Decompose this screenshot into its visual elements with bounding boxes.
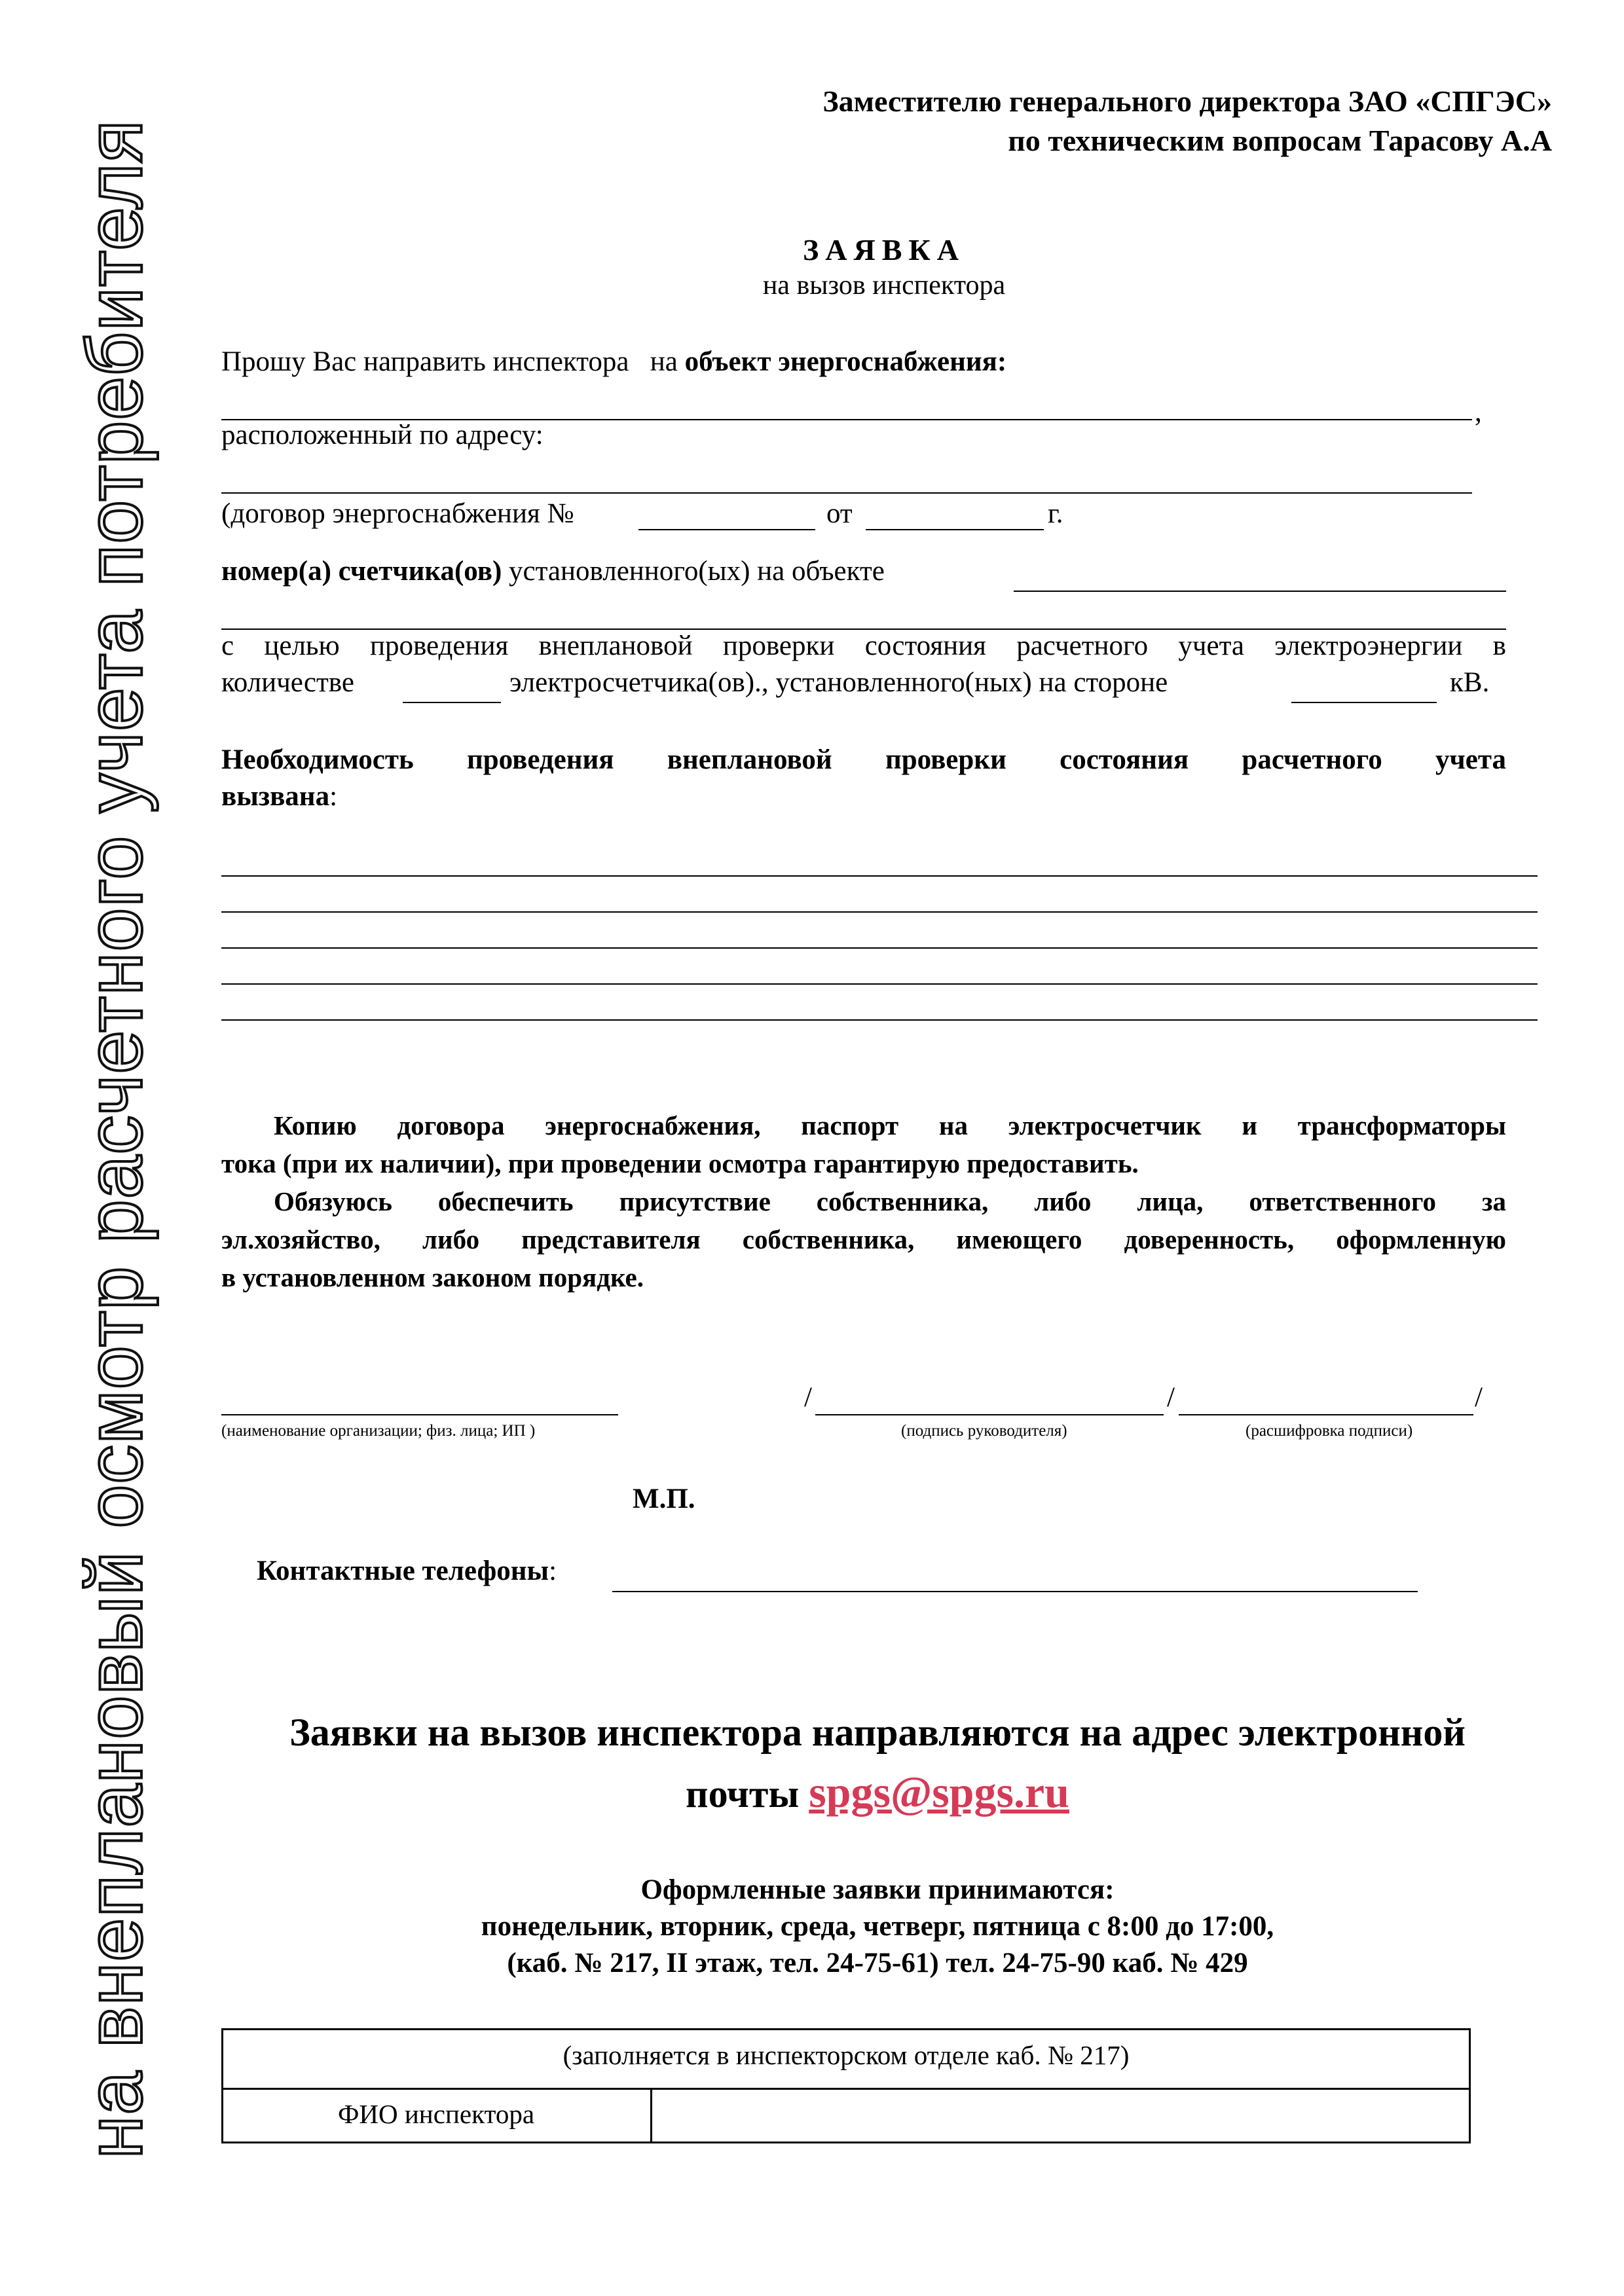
organization-caption: (наименование организации; физ. лица; ИП ) (221, 1422, 536, 1440)
decode-caption: (расшифровка подписи) (1246, 1422, 1413, 1440)
addressee-line1: Заместителю генерального директора ЗАО «СПГЭС» (822, 84, 1552, 118)
side-caption: на внеплановый осмотр расчетного учета потребителя (71, 119, 158, 2159)
contact-phones-field[interactable] (612, 1591, 1418, 1592)
signature-slash-2: / (1167, 1382, 1175, 1413)
request-lead-text: Прошу Вас направить инспектора на (221, 346, 685, 377)
contacts-label (257, 1555, 557, 1587)
organization-name-field[interactable] (221, 1414, 618, 1415)
document-subtitle: на вызов инспектора (762, 270, 1006, 301)
request-lead (221, 346, 1006, 378)
commitment-p1-line2: тока (при их наличии), при проведении осмотра гарантирую предоставить. (221, 1148, 1139, 1178)
inspector-table-header: (заполняется в инспекторском отделе каб. № 217) (563, 2040, 1130, 2070)
purpose-line1: с целью проведения внеплановой проверки состояния расчетного учета электроэнергии в (221, 630, 1506, 661)
addressee-block (822, 82, 1552, 160)
hours-line1: Оформленные заявки принимаются: (640, 1874, 1115, 1905)
address-label: расположенный по адресу: (221, 420, 544, 450)
hours-line3: (каб. № 217, II этаж, тел. 24-75-61) тел. 24-75-90 каб. № 429 (507, 1948, 1248, 1978)
commitment-p2-line2: эл.хозяйство, либо представителя собственника, имеющего доверенность, оформленную (221, 1224, 1506, 1254)
inspector-table-col-divider (650, 2088, 652, 2143)
purpose-meters-label: электросчетчика(ов)., установленного(ных) на стороне (509, 667, 1168, 698)
submission-line1: Заявки на вызов инспектора направляются на адрес электронной (289, 1711, 1466, 1754)
document-title: ЗАЯВКА (803, 233, 965, 266)
signature-slash-3: / (1475, 1382, 1483, 1413)
purpose-kv-label: кВ. (1450, 667, 1490, 698)
meter-label (221, 555, 885, 587)
purpose-qty-label: количестве (221, 667, 354, 698)
inspector-table (221, 2028, 1471, 2143)
reason-line-4[interactable] (221, 983, 1538, 985)
reason-line-1[interactable] (221, 875, 1538, 877)
signature-caption: (подпись руководителя) (901, 1422, 1067, 1440)
hours-line2: понедельник, вторник, среда, четверг, пятница с 8:00 до 17:00, (481, 1911, 1274, 1942)
contacts-label-bold: Контактные телефоны (257, 1556, 549, 1586)
contract-from-label: от (826, 498, 853, 529)
commitment-p1-line1: Копию договора энергоснабжения, паспорт на электросчетчик и трансформаторы (274, 1110, 1506, 1140)
necessity-colon: : (329, 781, 338, 812)
meter-number-field[interactable] (1014, 591, 1506, 592)
voltage-field[interactable] (1291, 702, 1437, 703)
submission-line2 (196, 1766, 1559, 1818)
side-caption-area (39, 0, 190, 2296)
object-name-comma: , (1475, 397, 1482, 428)
submission-line2-prefix: почты (686, 1772, 809, 1815)
contract-year-label: г. (1048, 498, 1063, 529)
inspector-table-row-divider (223, 2088, 1469, 2090)
inspector-name-field[interactable] (669, 2098, 1454, 2138)
reason-line-5[interactable] (221, 1019, 1538, 1021)
inspector-name-label: ФИО инспектора (338, 2099, 535, 2129)
commitment-p2-line1: Обязуюсь обеспечить присутствие собственника, либо лица, ответственного за (274, 1186, 1506, 1216)
request-lead-bold: объект энергоснабжения: (684, 346, 1007, 377)
meter-label-bold: номер(а) счетчика(ов) (221, 556, 502, 587)
reason-line-3[interactable] (221, 947, 1538, 949)
necessity-line1: Необходимость проведения внеплановой проверки состояния расчетного учета (221, 744, 1506, 775)
necessity-line2-bold: вызвана (221, 781, 330, 812)
stamp-label: М.П. (633, 1484, 695, 1514)
contract-number-field[interactable] (638, 529, 815, 530)
meter-label-text: установленного(ых) на объекте (502, 556, 885, 587)
commitment-p2-line3: в установленном законом порядке. (221, 1262, 644, 1292)
necessity-line2 (221, 780, 337, 812)
signature-field[interactable] (815, 1414, 1164, 1415)
commitment-block (221, 1106, 1506, 1296)
contract-label: (договор энергоснабжения № (221, 498, 574, 529)
signature-slash-1: / (804, 1382, 812, 1413)
meter-count-field[interactable] (403, 702, 501, 703)
submission-email-link[interactable]: spgs@spgs.ru (809, 1767, 1069, 1817)
signature-decode-field[interactable] (1179, 1414, 1473, 1415)
contacts-colon: : (549, 1556, 557, 1586)
addressee-line2: по техническим вопросам Тарасову А.А (1008, 124, 1552, 157)
contract-date-field[interactable] (866, 529, 1044, 530)
address-field[interactable] (221, 492, 1472, 494)
reason-line-2[interactable] (221, 911, 1538, 913)
